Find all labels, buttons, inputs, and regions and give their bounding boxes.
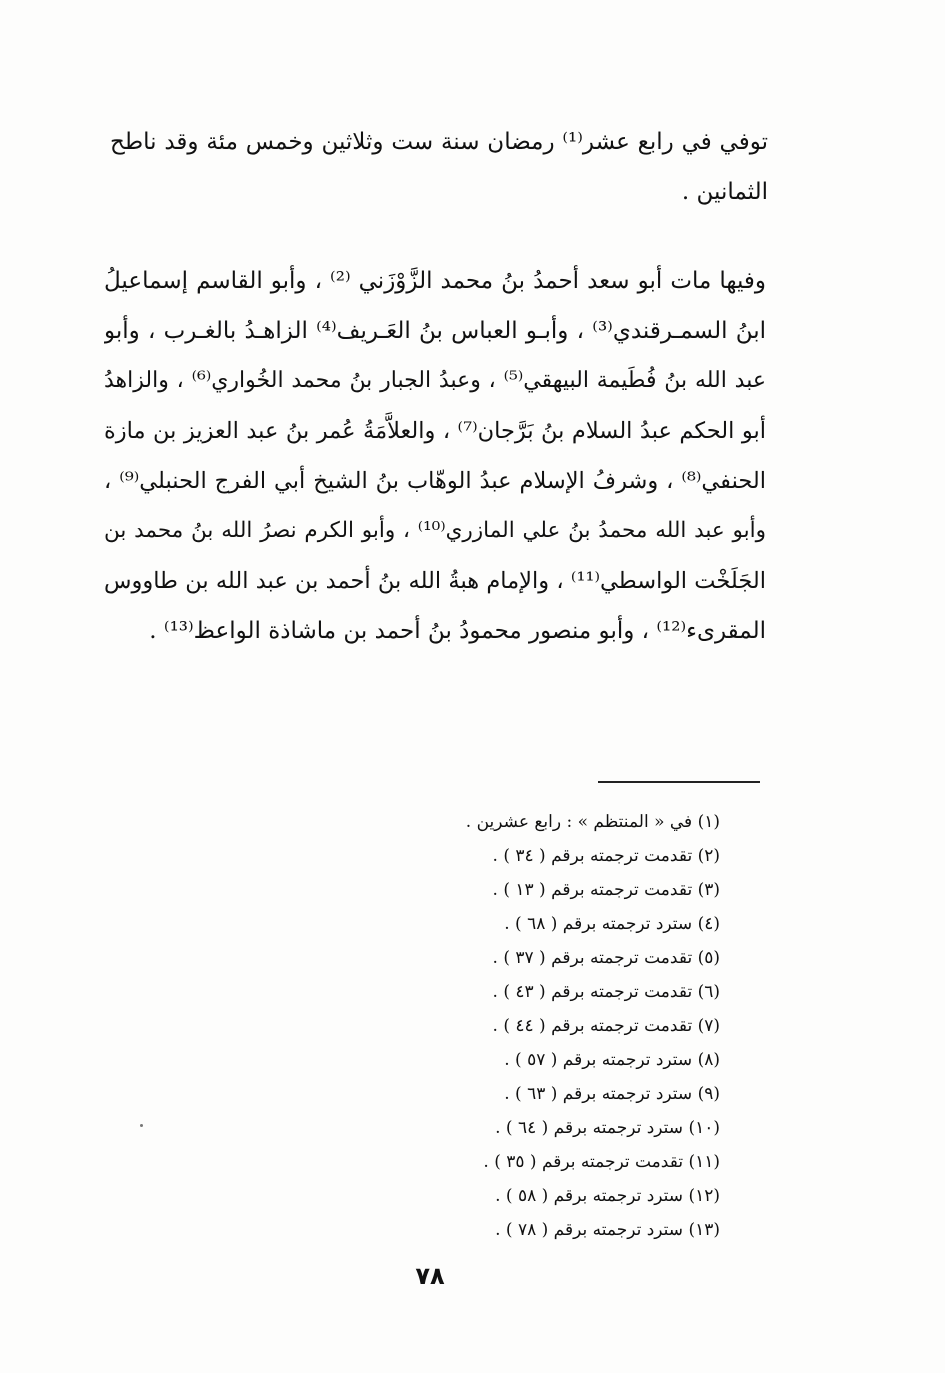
text-line: ابنُ السمـرقندي⁽³⁾ ، وأبـو العباس بنُ العَـريف⁽⁴⁾ الزاهـدُ بالغـرب ، وأبو (104, 318, 766, 344)
footnotes (300, 805, 720, 1247)
text-line: وأبو عبد الله محمدُ بنُ علي المازري⁽¹⁰⁾ ، وأبو الكرم نصرُ الله بنُ محمد بن (104, 518, 766, 543)
footnote-item: (٩) سترد ترجمته برقم ( ٦٣ ) . (504, 1084, 720, 1104)
footnote-item: (٥) تقدمت ترجمته برقم ( ٣٧ ) . (492, 948, 720, 968)
footnote-item: (٣) تقدمت ترجمته برقم ( ١٣ ) . (492, 880, 720, 900)
footnote-item: (٨) سترد ترجمته برقم ( ٥٧ ) . (504, 1050, 720, 1070)
page-number: ٧٨ (415, 1262, 445, 1290)
text-line: توفي في رابع عشر⁽¹⁾ رمضان سنة ست وثلاثين وخمس مئة وقد ناطح (110, 129, 768, 155)
footnote-item: (٤) سترد ترجمته برقم ( ٦٨ ) . (504, 914, 720, 934)
footnote-item: (١) في « المنتظم » : رابع عشرين . (465, 812, 720, 832)
scan-speck (140, 1124, 143, 1127)
paragraph-deaths-list (104, 256, 766, 656)
text-line: الجَلَخْت الواسطي⁽¹¹⁾ ، والإمام هبةُ الله بنُ أحمد بن عبد الله بن طاووس (104, 568, 766, 594)
footnote-item: (٦) تقدمت ترجمته برقم ( ٤٣ ) . (492, 982, 720, 1002)
footnote-item: (١٢) سترد ترجمته برقم ( ٥٨ ) . (495, 1186, 720, 1206)
text-line: عبد الله بنُ فُطَيمة البيهقي⁽⁵⁾ ، وعبدُ الجبار بنُ محمد الخُواري⁽⁶⁾ ، والزاهدُ (104, 368, 766, 393)
text-line: الثمانين . (681, 179, 768, 205)
text-line: أبو الحكم عبدُ السلام بنُ بَرَّجان⁽⁷⁾ ، والعلاَّمَةُ عُمر بنُ عبد العزيز بن مازة (104, 418, 766, 444)
footnote-separator (598, 781, 760, 783)
footnote-item: (١٣) سترد ترجمته برقم ( ٧٨ ) . (495, 1220, 720, 1240)
text-line: الحنفي⁽⁸⁾ ، وشرفُ الإسلام عبدُ الوهّاب بنُ الشيخ أبي الفرج الحنبلي⁽⁹⁾ ، (104, 468, 766, 494)
paragraph-death-note (110, 117, 768, 217)
footnote-item: (٢) تقدمت ترجمته برقم ( ٣٤ ) . (492, 846, 720, 866)
footnote-item: (٧) تقدمت ترجمته برقم ( ٤٤ ) . (492, 1016, 720, 1036)
footnote-item: (١٠) سترد ترجمته برقم ( ٦٤ ) . (495, 1118, 720, 1138)
footnote-item: (١١) تقدمت ترجمته برقم ( ٣٥ ) . (483, 1152, 720, 1172)
text-line: وفيها مات أبو سعد أحمدُ بنُ محمد الزَّوْزَني ⁽²⁾ ، وأبو القاسم إسماعيلُ (104, 268, 766, 294)
text-line: المقرىء⁽¹²⁾ ، وأبو منصور محمودُ بنُ أحمد بن ماشاذة الواعظ⁽¹³⁾ . (149, 618, 766, 644)
